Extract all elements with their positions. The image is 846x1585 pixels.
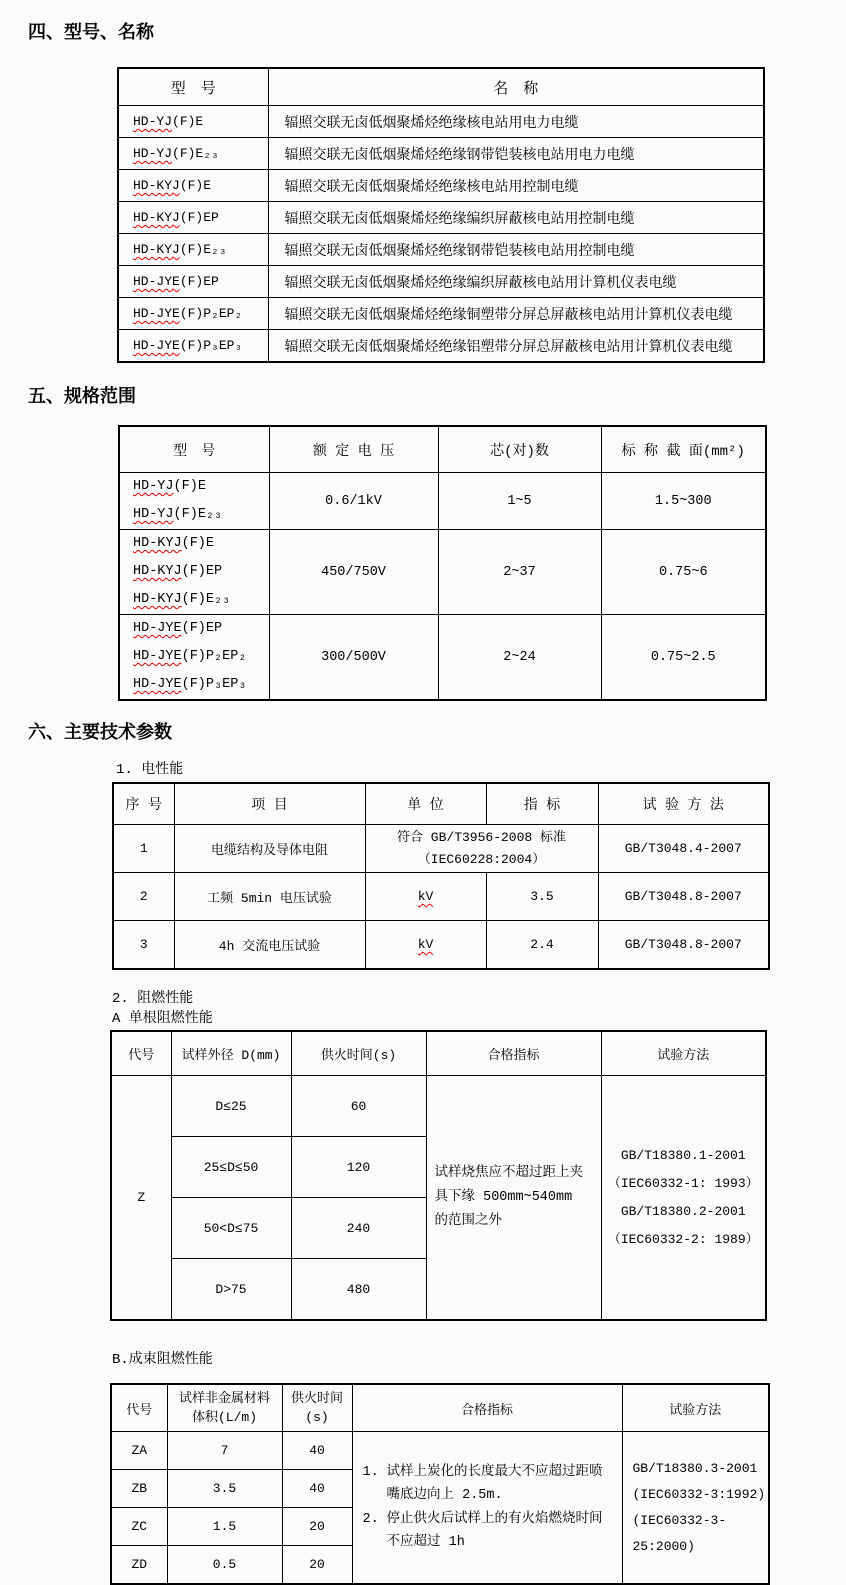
model-suffix: (F)EP xyxy=(181,564,223,579)
row-number: 2 xyxy=(113,873,174,921)
diameter-range: 25≤D≤50 xyxy=(171,1137,291,1198)
model-code xyxy=(133,501,269,529)
test-method-line: GB/T18380.1-2001 xyxy=(620,1147,746,1163)
model-name-table xyxy=(117,67,765,363)
model-prefix: HD-KYJ xyxy=(133,564,182,579)
header-line: (s) xyxy=(305,1410,329,1425)
material-volume: 1.5 xyxy=(167,1508,282,1546)
section-5-heading: 五、规格范围 xyxy=(28,386,136,407)
item-text: 停止供火后试样上的有火焰燃烧时间不应超过 1h xyxy=(386,1512,603,1550)
cable-name: 辐照交联无卤低烟聚烯烃绝缘核电站用控制电缆 xyxy=(268,170,764,202)
standard-reference xyxy=(365,825,598,873)
model-suffix: (F)E xyxy=(172,114,204,129)
model-prefix: HD-KYJ xyxy=(133,242,180,257)
item-number: 2. xyxy=(362,1512,379,1527)
table-row xyxy=(118,170,764,202)
material-volume: 3.5 xyxy=(167,1470,282,1508)
test-method: GB/T3048.8-2007 xyxy=(598,921,769,970)
model-suffix: (F)P₂EP₂ xyxy=(181,649,247,664)
burn-time: 20 xyxy=(282,1546,352,1585)
qualify-indicator: 试样烧焦应不超过距上夹具下缘 500mm~540mm 的范围之外 xyxy=(426,1076,601,1321)
nominal-section: 1.5~300 xyxy=(601,473,766,530)
model-suffix: (F)E₂₃ xyxy=(181,592,231,607)
model-suffix: (F)EP xyxy=(181,621,223,636)
burn-time: 120 xyxy=(291,1137,426,1198)
table-header-row xyxy=(113,783,769,825)
col-header-test-method: 试验方法 xyxy=(601,1031,766,1076)
model-suffix: (F)E₂₃ xyxy=(173,507,223,522)
col-header-number: 序 号 xyxy=(113,783,174,825)
cable-name: 辐照交联无卤低烟聚烯烃绝缘钢带铠装核电站用控制电缆 xyxy=(268,234,764,266)
rated-voltage: 0.6/1kV xyxy=(269,473,438,530)
test-item: 电缆结构及导体电阻 xyxy=(174,825,365,873)
section-6-heading: 六、主要技术参数 xyxy=(28,722,172,743)
table-row xyxy=(118,234,764,266)
model-code xyxy=(118,298,268,330)
test-method-line: GB/T18380.3-2001 xyxy=(632,1460,758,1476)
table-row xyxy=(118,202,764,234)
model-prefix: HD-KYJ xyxy=(133,536,182,551)
model-code xyxy=(118,170,268,202)
material-volume: 7 xyxy=(167,1432,282,1470)
test-method: GB/T3048.8-2007 xyxy=(598,873,769,921)
cable-name: 辐照交联无卤低烟聚烯烃绝缘铜塑带分屏总屏蔽核电站用计算机仪表电缆 xyxy=(268,298,764,330)
test-method-line: (IEC60332-3-25:2000) xyxy=(632,1512,727,1554)
table-row xyxy=(111,1076,766,1137)
model-prefix: HD-KYJ xyxy=(133,592,182,607)
model-code xyxy=(118,106,268,138)
model-prefix: HD-YJ xyxy=(133,114,173,129)
table-row xyxy=(113,873,769,921)
electrical-subheading: 1. 电性能 xyxy=(116,762,184,778)
header-line: 供火时间 xyxy=(290,1391,343,1406)
diameter-range: 50<D≤75 xyxy=(171,1198,291,1259)
qualify-indicator xyxy=(352,1432,622,1585)
model-suffix: (F)P₃EP₃ xyxy=(181,677,247,692)
table-row xyxy=(118,138,764,170)
col-header-code: 代号 xyxy=(111,1384,167,1432)
model-suffix: (F)EP xyxy=(179,210,219,225)
model-code xyxy=(133,671,269,699)
table-header-row xyxy=(111,1384,769,1432)
col-header-qualify: 合格指标 xyxy=(426,1031,601,1076)
standard-line: 符合 GB/T3956-2008 标准 xyxy=(396,829,567,845)
indicator-value: 2.4 xyxy=(486,921,598,970)
item-number: 1. xyxy=(362,1465,379,1480)
test-item: 工频 5min 电压试验 xyxy=(174,873,365,921)
col-header-nominal-section: 标 称 截 面(mm²) xyxy=(601,426,766,473)
burn-time: 60 xyxy=(291,1076,426,1137)
burn-time: 20 xyxy=(282,1508,352,1546)
core-count: 1~5 xyxy=(438,473,601,530)
rated-voltage: 450/750V xyxy=(269,530,438,615)
model-group xyxy=(119,530,269,615)
table-row xyxy=(119,615,766,701)
row-number: 1 xyxy=(113,825,174,873)
diameter-range: D≤25 xyxy=(171,1076,291,1137)
col-header-burn-time xyxy=(282,1384,352,1432)
model-prefix: HD-JYE xyxy=(133,306,180,321)
model-code xyxy=(133,473,269,501)
model-prefix: HD-KYJ xyxy=(133,178,180,193)
unit: kV xyxy=(365,921,486,970)
col-header-unit: 单 位 xyxy=(365,783,486,825)
cable-name: 辐照交联无卤低烟聚烯烃绝缘钢带铠装核电站用电力电缆 xyxy=(268,138,764,170)
nominal-section: 0.75~6 xyxy=(601,530,766,615)
col-header-material-volume xyxy=(167,1384,282,1432)
model-prefix: HD-YJ xyxy=(133,146,173,161)
rated-voltage: 300/500V xyxy=(269,615,438,701)
col-header-model: 型 号 xyxy=(119,426,269,473)
table-row xyxy=(118,298,764,330)
spec-range-table xyxy=(118,425,767,701)
model-suffix: (F)E xyxy=(179,178,212,193)
model-code xyxy=(118,202,268,234)
table-header-row xyxy=(118,68,764,106)
col-header-diameter: 试样外径 D(mm) xyxy=(171,1031,291,1076)
code-value: ZB xyxy=(111,1470,167,1508)
code-value: ZC xyxy=(111,1508,167,1546)
electrical-performance-table xyxy=(112,782,770,970)
code-value: Z xyxy=(111,1076,171,1321)
col-header-name: 名 称 xyxy=(268,68,764,106)
section-4-heading: 四、型号、名称 xyxy=(28,22,154,43)
col-header-test-method: 试验方法 xyxy=(622,1384,769,1432)
table-row xyxy=(113,921,769,970)
col-header-test-method: 试 验 方 法 xyxy=(598,783,769,825)
bunched-flame-subheading: B.成束阻燃性能 xyxy=(112,1352,213,1368)
model-prefix: HD-JYE xyxy=(133,338,180,353)
table-row xyxy=(119,530,766,615)
table-row xyxy=(118,266,764,298)
single-flame-retardant-table xyxy=(110,1030,767,1321)
model-suffix: (F)E₂₃ xyxy=(172,146,219,161)
model-prefix: HD-KYJ xyxy=(133,210,180,225)
test-methods xyxy=(622,1432,769,1585)
cable-name: 辐照交联无卤低烟聚烯烃绝缘编织屏蔽核电站用计算机仪表电缆 xyxy=(268,266,764,298)
model-group xyxy=(119,473,269,530)
core-count: 2~37 xyxy=(438,530,601,615)
model-prefix: HD-JYE xyxy=(133,274,180,289)
table-row xyxy=(119,473,766,530)
indicator-value: 3.5 xyxy=(486,873,598,921)
core-count: 2~24 xyxy=(438,615,601,701)
burn-time: 480 xyxy=(291,1259,426,1321)
model-prefix: HD-JYE xyxy=(133,649,182,664)
table-row xyxy=(111,1432,769,1470)
table-header-row xyxy=(119,426,766,473)
model-group xyxy=(119,615,269,701)
header-line: 体积(L/m) xyxy=(191,1410,257,1425)
test-methods xyxy=(601,1076,766,1321)
model-code xyxy=(118,266,268,298)
qualify-item xyxy=(363,1508,614,1554)
unit: kV xyxy=(365,873,486,921)
model-code xyxy=(133,643,269,671)
model-suffix: (F)EP xyxy=(179,274,219,289)
cable-name: 辐照交联无卤低烟聚烯烃绝缘铝塑带分屏总屏蔽核电站用计算机仪表电缆 xyxy=(268,330,764,363)
model-code xyxy=(118,234,268,266)
model-suffix: (F)E xyxy=(173,479,206,494)
model-code xyxy=(133,558,269,586)
model-suffix: (F)E xyxy=(181,536,215,551)
code-value: ZA xyxy=(111,1432,167,1470)
model-code xyxy=(118,330,268,363)
model-suffix: (F)P₂EP₂ xyxy=(179,306,243,321)
burn-time: 40 xyxy=(282,1432,352,1470)
test-method: GB/T3048.4-2007 xyxy=(598,825,769,873)
model-code xyxy=(133,615,269,643)
test-method-line: （IEC60332-1: 1993） xyxy=(607,1175,759,1191)
cable-name: 辐照交联无卤低烟聚烯烃绝缘编织屏蔽核电站用控制电缆 xyxy=(268,202,764,234)
test-method-line: (IEC60332-3:1992) xyxy=(632,1486,766,1502)
header-line: 试样非金属材料 xyxy=(178,1391,270,1406)
cable-name: 辐照交联无卤低烟聚烯烃绝缘核电站用电力电缆 xyxy=(268,106,764,138)
test-method-line: GB/T18380.2-2001 xyxy=(620,1203,746,1219)
bunched-flame-retardant-table xyxy=(110,1383,770,1585)
table-header-row xyxy=(111,1031,766,1076)
test-method-line: （IEC60332-2: 1989） xyxy=(607,1231,759,1247)
col-header-burn-time: 供火时间(s) xyxy=(291,1031,426,1076)
model-code xyxy=(118,138,268,170)
model-code xyxy=(133,530,269,558)
col-header-model: 型 号 xyxy=(118,68,268,106)
table-row xyxy=(113,825,769,873)
standard-line: （IEC60228:2004） xyxy=(417,851,546,867)
table-row xyxy=(118,330,764,363)
col-header-qualify: 合格指标 xyxy=(352,1384,622,1432)
code-value: ZD xyxy=(111,1546,167,1585)
model-code xyxy=(133,586,269,614)
single-flame-subheading: A 单根阻燃性能 xyxy=(112,1011,213,1027)
qualify-item xyxy=(363,1461,614,1507)
table-row xyxy=(118,106,764,138)
nominal-section: 0.75~2.5 xyxy=(601,615,766,701)
model-prefix: HD-YJ xyxy=(133,479,174,494)
col-header-core-count: 芯(对)数 xyxy=(438,426,601,473)
col-header-indicator: 指 标 xyxy=(486,783,598,825)
model-prefix: HD-JYE xyxy=(133,677,182,692)
model-suffix: (F)P₃EP₃ xyxy=(179,338,243,353)
test-item: 4h 交流电压试验 xyxy=(174,921,365,970)
row-number: 3 xyxy=(113,921,174,970)
model-suffix: (F)E₂₃ xyxy=(179,242,227,257)
material-volume: 0.5 xyxy=(167,1546,282,1585)
model-prefix: HD-JYE xyxy=(133,621,182,636)
burn-time: 40 xyxy=(282,1470,352,1508)
diameter-range: D>75 xyxy=(171,1259,291,1321)
col-header-item: 项 目 xyxy=(174,783,365,825)
burn-time: 240 xyxy=(291,1198,426,1259)
flame-retardant-subheading: 2. 阻燃性能 xyxy=(112,991,194,1007)
item-text: 试样上炭化的长度最大不应超过距喷嘴底边向上 2.5m. xyxy=(386,1465,603,1503)
model-prefix: HD-YJ xyxy=(133,507,174,522)
col-header-rated-voltage: 额 定 电 压 xyxy=(269,426,438,473)
col-header-code: 代号 xyxy=(111,1031,171,1076)
